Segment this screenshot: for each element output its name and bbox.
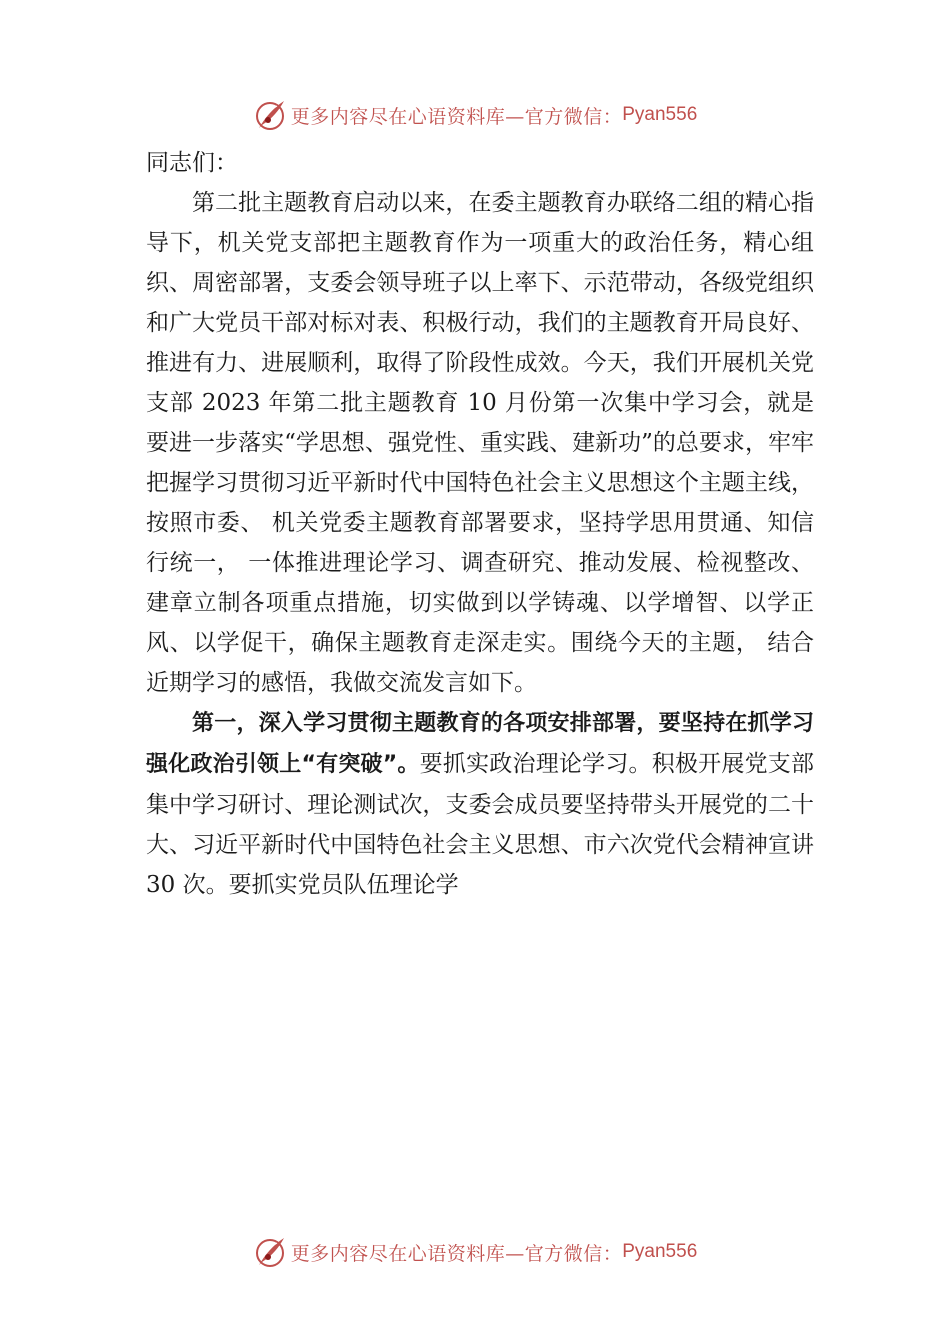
paragraph-intro: 第二批主题教育启动以来，在委主题教育办联络二组的精心指导下，机关党支部把主题教育作为一项重大的政治任务，精心组织、周密部署，支委会领导班子以上率下、示范带动，各级党组织和广大党员干部对标对表、积极行动，我们的主题教育开局良好、推进有力、进展顺利，取得了阶段性成效。今天，我们开展机关党支部 2023 年第二批主题教育 10 月份第一次集中学习会，就是要进一步落实“学思想、强党性、重实践、建新功”的总要求，牢牢把握学习贯彻习近平新时代中国特色社会主义思想这个主题主线，按照市委、 机关党委主题教育部署要求，坚持学思用贯通、知信行统一， 一体推进理论学习、调查研究、推动发展、检视整改、建章立制各项重点措施，切实做到以学铸魂、以学增智、以学正风、以学促干，确保主题教育走深走实。围绕今天的主题， 结合近期学习的感悟，我做交流发言如下。 xyxy=(146,190,814,696)
banner-text: 更多内容尽在心语资料库—官方微信： xyxy=(290,1242,623,1265)
feather-quill-icon xyxy=(253,1235,287,1269)
salutation: 同志们： xyxy=(146,150,238,176)
document-body xyxy=(146,143,814,905)
point-text: 要抓实政治理论学习。积极开展党支部集中学习研讨、理论测试次，支委会成员要坚持带头开展党的二十大、习近平新时代中国特色社会主义思想、市六次党代会精神宣讲 30 次。要抓实党员队伍理论学 xyxy=(146,751,815,898)
point-heading: 第一，深入学习贯彻主题教育的各项安排部署，要坚持在抓学习强化政治引领上“有突破”。 xyxy=(146,711,814,777)
banner-text: 更多内容尽在心语资料库—官方微信： xyxy=(290,105,623,128)
paragraph-first-point xyxy=(146,703,814,905)
footer-banner xyxy=(0,1232,950,1272)
banner-wechat-id: Pyan556 xyxy=(622,104,698,125)
header-banner xyxy=(0,95,950,135)
banner-wechat-id: Pyan556 xyxy=(622,1241,698,1262)
feather-quill-icon xyxy=(253,98,287,132)
